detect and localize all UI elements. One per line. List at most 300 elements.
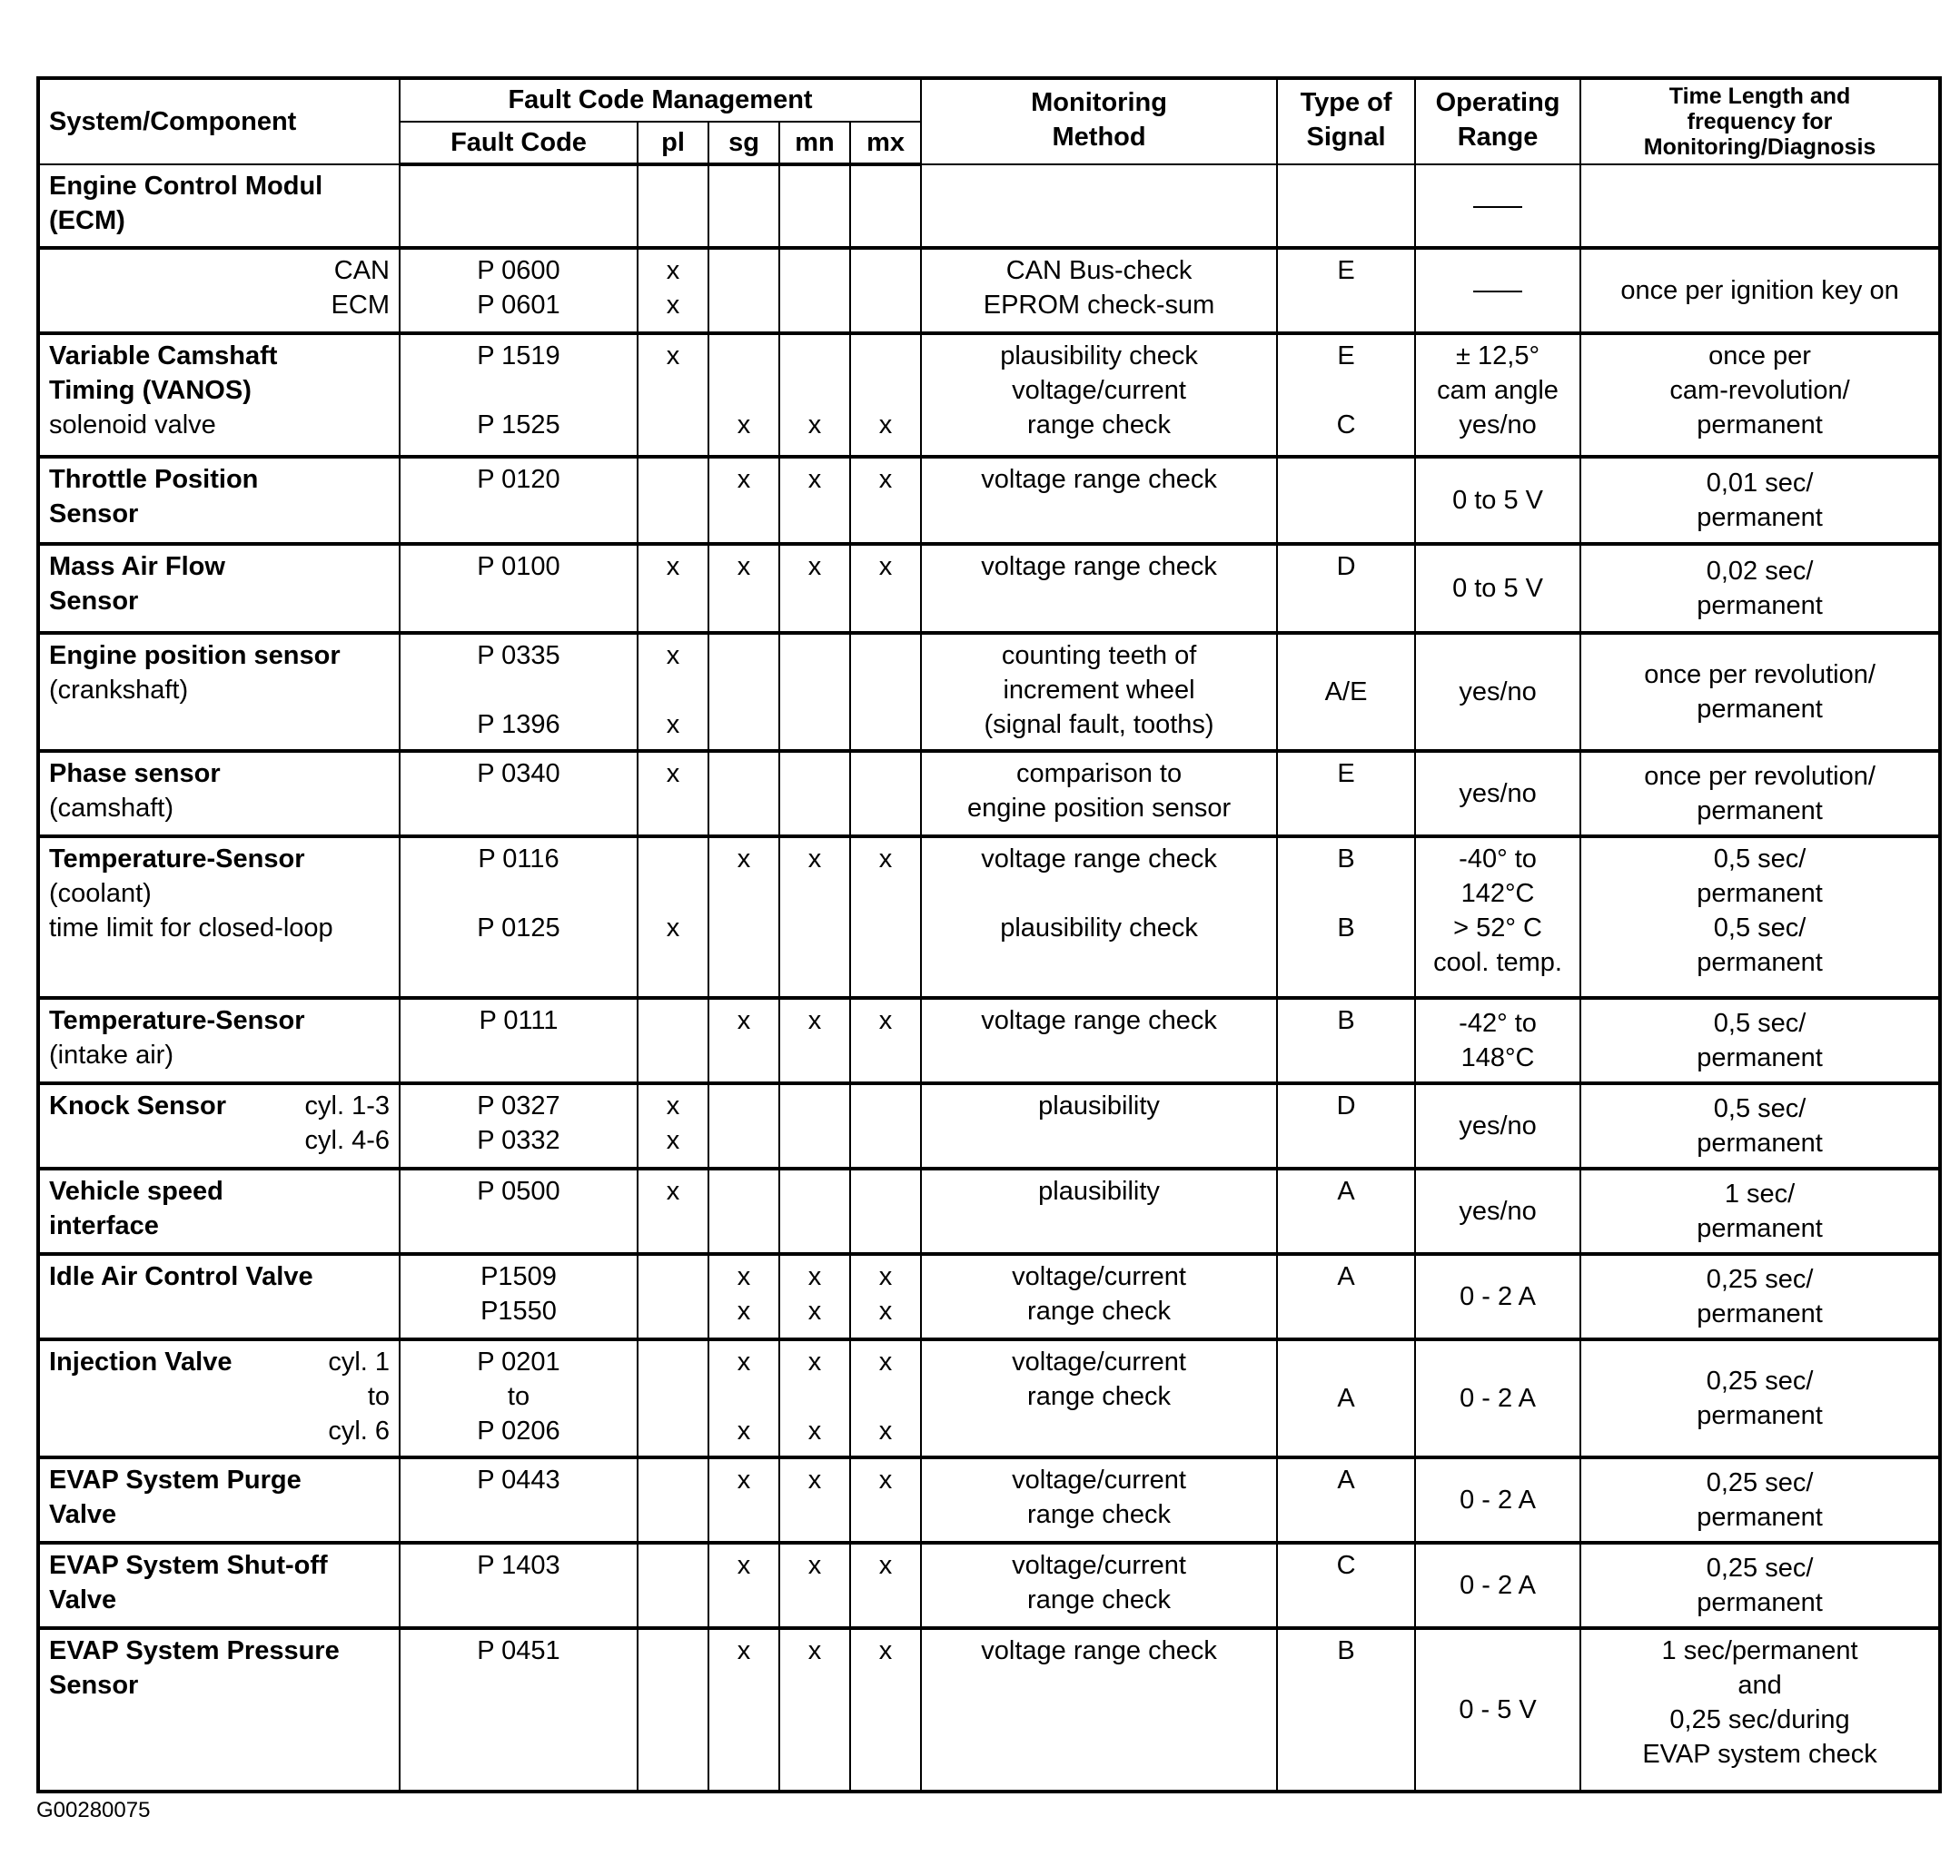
check-mark: x (666, 759, 680, 788)
system-name: EVAP System Purge (49, 1466, 302, 1495)
cell-operating-range-line: cool. temp. (1433, 948, 1562, 977)
check-mark: x (737, 1417, 751, 1446)
check-mark: x (807, 1551, 822, 1580)
check-mark: x (737, 465, 751, 494)
cell-mn (779, 164, 850, 248)
cell-fault-code-line: P 0111 (479, 1006, 559, 1035)
cell-fault-code (400, 836, 638, 998)
check-mark: x (666, 341, 680, 370)
cell-mx (850, 544, 921, 633)
cell-time-length (1580, 836, 1940, 998)
table-row (38, 836, 1940, 998)
cell-type-of-signal (1277, 633, 1415, 751)
header-fault-code: Fault Code (400, 122, 638, 165)
cell-operating-range-line: yes/no (1459, 1197, 1537, 1226)
cell-monitoring-method-line: voltage range check (981, 552, 1217, 581)
cell-operating-range-line: cam angle (1437, 376, 1559, 405)
cell-fault-code-line: P1550 (480, 1297, 557, 1326)
system-name: EVAP System Shut-off (49, 1551, 328, 1580)
cell-type-of-signal (1277, 836, 1415, 998)
cell-sg (708, 836, 779, 998)
cylinder-label: cyl. 1 (328, 1348, 390, 1377)
system-subtitle: (camshaft) (49, 794, 173, 823)
cell-fault-code-line: P 0201 (477, 1348, 560, 1377)
cell-mx (850, 333, 921, 457)
check-mark: x (878, 1636, 893, 1665)
cell-time-length-line: 0,25 sec/ (1706, 1265, 1814, 1294)
check-mark: x (807, 410, 822, 439)
cell-operating-range-line: -42° to (1459, 1009, 1537, 1038)
cell-pl (638, 751, 708, 836)
cell-monitoring-method-line: range check (1027, 1297, 1172, 1326)
cell-time-length-line: permanent (1697, 591, 1823, 620)
cell-system-component (38, 333, 400, 457)
check-mark: x (737, 1466, 751, 1495)
cell-pl (638, 1543, 708, 1628)
header-mx: mx (850, 122, 921, 165)
cell-monitoring-method-line: plausibility check (1000, 341, 1198, 370)
header-type-of-signal: Type of Signal (1277, 78, 1415, 164)
cell-pl (638, 836, 708, 998)
cell-mn (779, 333, 850, 457)
cell-system-component (38, 457, 400, 544)
cell-pl (638, 1254, 708, 1339)
cell-type-of-signal-line: B (1337, 1636, 1355, 1665)
cell-time-length-line: 0,5 sec/ (1713, 913, 1807, 943)
cell-type-of-signal (1277, 457, 1415, 544)
cell-monitoring-method-line: comparison to (1015, 759, 1183, 788)
cell-time-length-line: once per ignition key on (1620, 276, 1899, 305)
cell-monitoring-method-line: range check (1027, 1382, 1172, 1411)
cell-monitoring-method-line: voltage range check (981, 844, 1217, 874)
cell-time-length-line: 0,5 sec/ (1713, 1009, 1807, 1038)
cell-monitoring-method-line: counting teeth of (1001, 641, 1197, 670)
cell-mn (779, 1457, 850, 1543)
cell-monitoring-method-line: voltage/current (1012, 1262, 1186, 1291)
cell-sg (708, 998, 779, 1083)
system-subtitle: solenoid valve (49, 410, 216, 439)
cell-system-component (38, 1457, 400, 1543)
cell-type-of-signal-line: C (1336, 410, 1356, 439)
check-mark: x (666, 1091, 680, 1121)
cell-operating-range-line: 0 - 2 A (1460, 1486, 1536, 1515)
cell-monitoring-method-line: plausibility (1038, 1091, 1160, 1121)
check-mark: x (878, 1551, 893, 1580)
table-row (38, 1169, 1940, 1254)
cell-mx (850, 633, 921, 751)
cell-fault-code-line: P 0600 (477, 256, 560, 285)
cell-time-length-line: EVAP system check (1642, 1740, 1877, 1769)
cell-type-of-signal (1277, 164, 1415, 248)
system-name: Phase sensor (49, 759, 221, 788)
system-subtitle: time limit for closed-loop (49, 913, 333, 943)
cell-time-length-line: 0,01 sec/ (1706, 469, 1814, 498)
cell-type-of-signal-line: D (1336, 552, 1356, 581)
cell-system-component (38, 751, 400, 836)
cell-pl (638, 1083, 708, 1169)
cell-mx (850, 751, 921, 836)
cell-system-component (38, 544, 400, 633)
cell-fault-code-line: P 0443 (477, 1466, 560, 1495)
header-time-length: Time Length and frequency for Monitoring/Diagnosis (1580, 78, 1940, 164)
cell-mx (850, 1169, 921, 1254)
cell-mx (850, 457, 921, 544)
cell-operating-range-line: 0 - 2 A (1460, 1571, 1536, 1600)
cell-mn (779, 998, 850, 1083)
cell-time-length-line: permanent (1697, 796, 1823, 825)
cell-mx (850, 164, 921, 248)
cell-monitoring-method-line: voltage range check (981, 465, 1217, 494)
cell-pl (638, 333, 708, 457)
cell-operating-range (1415, 1543, 1580, 1628)
check-mark: x (737, 844, 751, 874)
cell-operating-range (1415, 1457, 1580, 1543)
cell-time-length (1580, 457, 1940, 544)
cell-operating-range-line: 148°C (1460, 1043, 1535, 1072)
cell-type-of-signal-line: A/E (1324, 677, 1368, 706)
table-row (38, 1254, 1940, 1339)
cell-time-length-line: permanent (1697, 879, 1823, 908)
table-body (38, 164, 1940, 1792)
system-name: (ECM) (49, 206, 125, 235)
cell-time-length-line: 0,5 sec/ (1713, 844, 1807, 874)
cell-monitoring-method (921, 751, 1277, 836)
cell-type-of-signal (1277, 1169, 1415, 1254)
system-split (49, 1345, 390, 1448)
system-name: Sensor (49, 587, 139, 616)
check-mark: x (666, 913, 680, 943)
cell-time-length-line: permanent (1697, 948, 1823, 977)
cell-monitoring-method (921, 1628, 1277, 1792)
cell-type-of-signal-line: D (1336, 1091, 1356, 1121)
cell-time-length (1580, 1628, 1940, 1792)
check-mark: x (807, 844, 822, 874)
cell-sg (708, 1339, 779, 1457)
check-mark: x (737, 1262, 751, 1291)
cell-fault-code-line: P 0206 (477, 1417, 560, 1446)
system-subcomponent: CAN (333, 256, 390, 285)
system-name: Engine Control Modul (49, 172, 323, 201)
cell-fault-code (400, 1169, 638, 1254)
cell-fault-code-line: P 1525 (477, 410, 560, 439)
cell-system-component (38, 1339, 400, 1457)
system-name: Valve (49, 1500, 117, 1529)
cell-monitoring-method-line: voltage range check (981, 1636, 1217, 1665)
cell-mn (779, 1339, 850, 1457)
check-mark: x (878, 1006, 893, 1035)
cell-monitoring-method-line: CAN Bus-check (1005, 256, 1193, 285)
cell-operating-range-line: 0 - 2 A (1460, 1384, 1536, 1413)
cell-fault-code (400, 1339, 638, 1457)
cell-time-length (1580, 751, 1940, 836)
cell-operating-range (1415, 1169, 1580, 1254)
cell-time-length-line: 0,02 sec/ (1706, 557, 1814, 586)
table-row (38, 248, 1940, 333)
check-mark: x (737, 1006, 751, 1035)
check-mark: x (807, 1262, 822, 1291)
system-name: Mass Air Flow (49, 552, 225, 581)
cell-operating-range (1415, 248, 1580, 333)
cylinder-label: to (367, 1382, 390, 1411)
cell-type-of-signal (1277, 1254, 1415, 1339)
cell-monitoring-method-line: range check (1027, 1500, 1172, 1529)
cell-fault-code-line: P 0335 (477, 641, 560, 670)
cell-monitoring-method-line: voltage range check (981, 1006, 1217, 1035)
cell-sg (708, 333, 779, 457)
cell-operating-range-line: 0 - 5 V (1459, 1695, 1537, 1724)
cell-mn (779, 544, 850, 633)
check-mark: x (807, 1466, 822, 1495)
cell-time-length-line: cam-revolution/ (1669, 376, 1850, 405)
cell-fault-code (400, 1628, 638, 1792)
header-sg: sg (708, 122, 779, 165)
cell-type-of-signal (1277, 248, 1415, 333)
header-operating-range: Operating Range (1415, 78, 1580, 164)
cell-time-length-line: permanent (1697, 1129, 1823, 1158)
cell-monitoring-method (921, 1169, 1277, 1254)
cell-type-of-signal (1277, 1339, 1415, 1457)
cell-type-of-signal (1277, 1457, 1415, 1543)
cell-mx (850, 836, 921, 998)
header-monitoring-method: Monitoring Method (921, 78, 1277, 164)
check-mark: x (737, 552, 751, 581)
check-mark: x (878, 410, 893, 439)
system-cylinders (328, 1345, 390, 1448)
system-name: interface (49, 1211, 159, 1240)
cell-system-component (38, 248, 400, 333)
cell-time-length-line: permanent (1697, 1043, 1823, 1072)
check-mark: x (807, 1348, 822, 1377)
table-row (38, 544, 1940, 633)
cell-mn (779, 1254, 850, 1339)
cell-sg (708, 164, 779, 248)
cell-fault-code-line: P 0120 (477, 465, 560, 494)
cell-time-length-line: 0,25 sec/during (1669, 1705, 1850, 1734)
check-mark: x (878, 1466, 893, 1495)
cell-pl (638, 164, 708, 248)
cell-fault-code (400, 633, 638, 751)
cell-time-length (1580, 164, 1940, 248)
table-row (38, 457, 1940, 544)
system-name: Throttle Position (49, 465, 259, 494)
cell-time-length (1580, 333, 1940, 457)
cell-pl (638, 1628, 708, 1792)
cell-type-of-signal (1277, 998, 1415, 1083)
check-mark: x (666, 1177, 680, 1206)
check-mark: x (807, 465, 822, 494)
cell-monitoring-method-line: range check (1027, 410, 1172, 439)
cylinder-label: cyl. 6 (328, 1417, 390, 1446)
cell-operating-range (1415, 1083, 1580, 1169)
cell-type-of-signal (1277, 751, 1415, 836)
cylinder-label: cyl. 4-6 (304, 1126, 390, 1155)
cell-fault-code (400, 333, 638, 457)
cell-operating-range (1415, 1628, 1580, 1792)
system-name: Timing (VANOS) (49, 376, 252, 405)
table-row (38, 1628, 1940, 1792)
cell-fault-code-line: P 0125 (477, 913, 560, 943)
cell-mn (779, 1628, 850, 1792)
cell-operating-range (1415, 544, 1580, 633)
system-split (49, 1089, 390, 1158)
cell-system-component (38, 164, 400, 248)
cell-system-component (38, 998, 400, 1083)
cell-type-of-signal (1277, 1628, 1415, 1792)
table-row (38, 1339, 1940, 1457)
check-mark: x (666, 256, 680, 285)
cell-time-length (1580, 544, 1940, 633)
check-mark: x (807, 1297, 822, 1326)
cell-mn (779, 1169, 850, 1254)
check-mark: x (807, 1417, 822, 1446)
cell-type-of-signal-line: B (1337, 844, 1355, 874)
system-name: Knock Sensor (49, 1091, 226, 1121)
check-mark: x (737, 1551, 751, 1580)
cell-monitoring-method-line: engine position sensor (966, 794, 1232, 823)
system-name: Idle Air Control Valve (49, 1262, 313, 1291)
cell-time-length-line: 0,5 sec/ (1713, 1094, 1807, 1123)
cell-mn (779, 1543, 850, 1628)
cell-operating-range (1415, 633, 1580, 751)
cell-time-length (1580, 998, 1940, 1083)
cell-fault-code-line: P 0601 (477, 291, 560, 320)
check-mark: x (878, 1417, 893, 1446)
cell-monitoring-method (921, 633, 1277, 751)
cell-sg (708, 1457, 779, 1543)
cell-time-length-line: permanent (1697, 410, 1823, 439)
figure-id: G00280075 (36, 1798, 151, 1822)
cell-time-length-line: 1 sec/permanent (1661, 1636, 1858, 1665)
cell-mn (779, 836, 850, 998)
check-mark: x (878, 552, 893, 581)
cell-operating-range (1415, 333, 1580, 457)
cell-time-length-line: permanent (1697, 695, 1823, 724)
cell-time-length (1580, 633, 1940, 751)
cell-time-length (1580, 1457, 1940, 1543)
cell-monitoring-method (921, 544, 1277, 633)
cell-time-length-line: 1 sec/ (1724, 1180, 1796, 1209)
cell-monitoring-method (921, 248, 1277, 333)
cell-mn (779, 1083, 850, 1169)
cell-time-length-line: 0,25 sec/ (1706, 1468, 1814, 1497)
cell-type-of-signal-line: A (1337, 1466, 1355, 1495)
cell-pl (638, 248, 708, 333)
cell-time-length-line: once per revolution/ (1644, 762, 1876, 791)
table-row (38, 1543, 1940, 1628)
cell-monitoring-method-line: plausibility (1038, 1177, 1160, 1206)
cell-type-of-signal-line: A (1337, 1262, 1355, 1291)
cell-fault-code (400, 1254, 638, 1339)
check-mark: x (666, 291, 680, 320)
cell-pl (638, 544, 708, 633)
check-mark: x (666, 552, 680, 581)
cell-sg (708, 751, 779, 836)
cell-time-length-line: permanent (1697, 1299, 1823, 1328)
cell-mn (779, 248, 850, 333)
cell-time-length-line: permanent (1697, 1214, 1823, 1243)
cell-time-length (1580, 1083, 1940, 1169)
cell-fault-code-line: P 1403 (477, 1551, 560, 1580)
cell-sg (708, 457, 779, 544)
dash-mark (1473, 291, 1522, 292)
system-name: Variable Camshaft (49, 341, 278, 370)
cell-monitoring-method (921, 1254, 1277, 1339)
cell-fault-code-line: P 0332 (477, 1126, 560, 1155)
cell-operating-range-line: yes/no (1459, 410, 1537, 439)
cell-sg (708, 1543, 779, 1628)
cell-monitoring-method (921, 836, 1277, 998)
system-name: Vehicle speed (49, 1177, 223, 1206)
system-subcomponent: ECM (331, 291, 390, 320)
cell-time-length-line: 0,25 sec/ (1706, 1554, 1814, 1583)
cell-sg (708, 1169, 779, 1254)
cell-type-of-signal-line: B (1337, 913, 1355, 943)
cell-mx (850, 998, 921, 1083)
cell-fault-code (400, 164, 638, 248)
cell-mx (850, 1543, 921, 1628)
cell-pl (638, 1169, 708, 1254)
cell-type-of-signal (1277, 1543, 1415, 1628)
system-name: Injection Valve (49, 1348, 233, 1377)
cell-monitoring-method-line: voltage/current (1012, 1551, 1186, 1580)
cell-system-component (38, 1254, 400, 1339)
cell-type-of-signal-line: E (1337, 256, 1355, 285)
check-mark: x (807, 1006, 822, 1035)
cell-monitoring-method-line: voltage/current (1012, 1348, 1186, 1377)
table-row (38, 1457, 1940, 1543)
cell-operating-range-line: yes/no (1459, 1111, 1537, 1140)
cell-operating-range (1415, 751, 1580, 836)
cell-time-length (1580, 248, 1940, 333)
cell-operating-range-line: 0 to 5 V (1452, 574, 1544, 603)
cell-fault-code-line: P 0327 (477, 1091, 560, 1121)
cell-sg (708, 1254, 779, 1339)
cell-operating-range-line: yes/no (1459, 677, 1537, 706)
check-mark: x (807, 1636, 822, 1665)
check-mark: x (737, 1348, 751, 1377)
cell-operating-range-line: 0 - 2 A (1460, 1282, 1536, 1311)
cell-mx (850, 1339, 921, 1457)
cell-system-component (38, 1169, 400, 1254)
cell-operating-range-line: -40° to (1459, 844, 1537, 874)
cell-monitoring-method-line: (signal fault, tooths) (984, 710, 1214, 739)
cell-monitoring-method (921, 1457, 1277, 1543)
cell-sg (708, 1083, 779, 1169)
cell-fault-code (400, 1543, 638, 1628)
cell-fault-code-line: P 0116 (478, 844, 559, 874)
system-name: Temperature-Sensor (49, 844, 305, 874)
cell-monitoring-method (921, 1543, 1277, 1628)
cell-sg (708, 633, 779, 751)
cell-system-component (38, 1543, 400, 1628)
check-mark: x (666, 1126, 680, 1155)
header-mn: mn (779, 122, 850, 165)
cell-type-of-signal-line: B (1337, 1006, 1355, 1035)
cell-monitoring-method-line: range check (1027, 1585, 1172, 1614)
cell-system-component (38, 836, 400, 998)
cell-pl (638, 457, 708, 544)
cell-fault-code-line: P 0451 (477, 1636, 560, 1665)
table-row (38, 333, 1940, 457)
cell-monitoring-method (921, 1083, 1277, 1169)
cell-time-length (1580, 1169, 1940, 1254)
check-mark: x (737, 410, 751, 439)
cell-pl (638, 1339, 708, 1457)
cell-pl (638, 998, 708, 1083)
table-row (38, 164, 1940, 248)
cell-time-length (1580, 1339, 1940, 1457)
cell-mx (850, 1254, 921, 1339)
